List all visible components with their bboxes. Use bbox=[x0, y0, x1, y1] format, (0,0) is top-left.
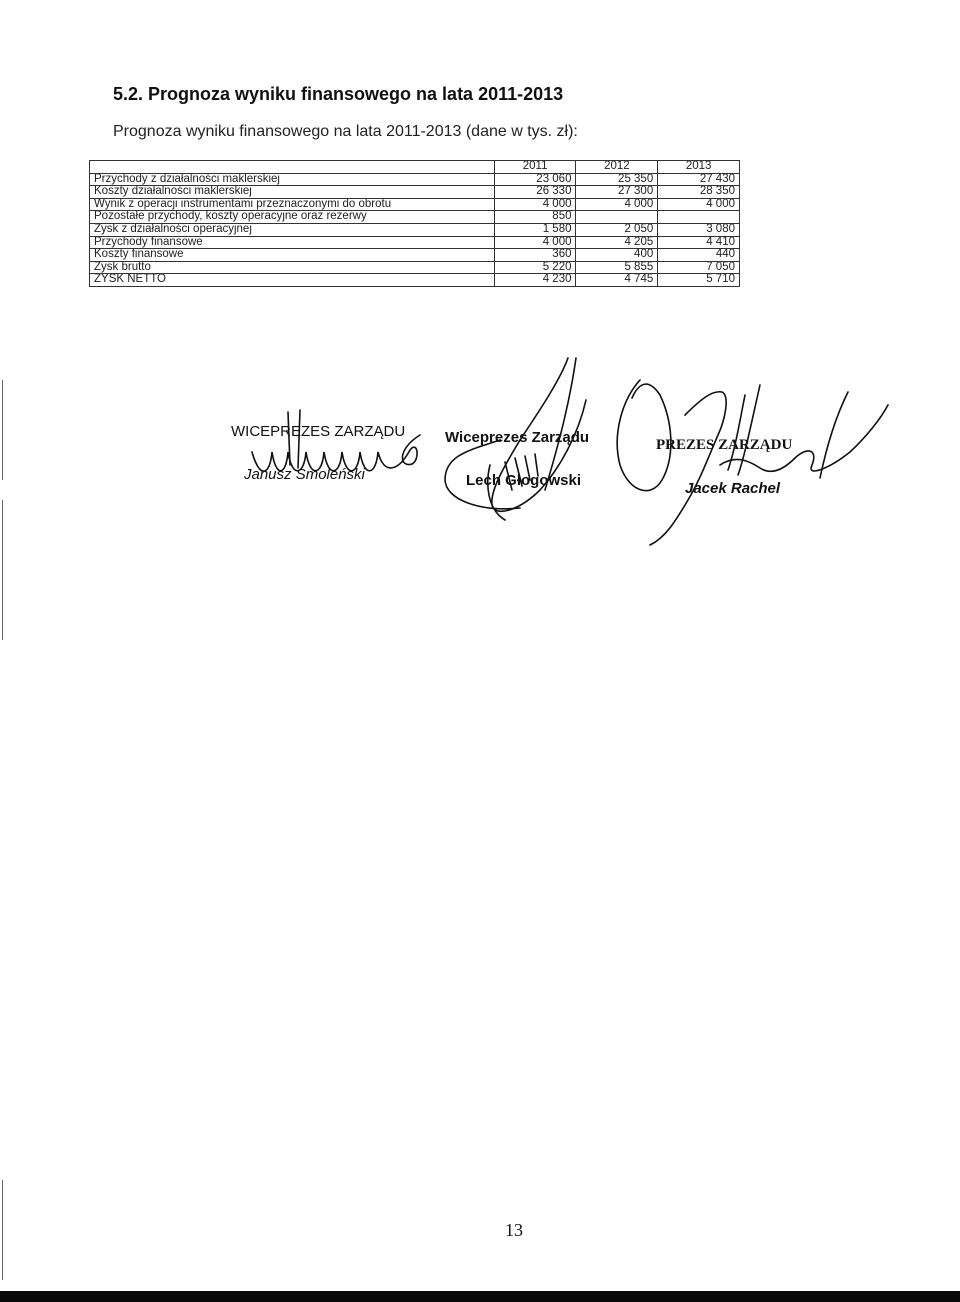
cell-2011: 850 bbox=[494, 211, 576, 224]
header-cell-2012: 2012 bbox=[576, 161, 658, 174]
cell-2011: 5 220 bbox=[494, 261, 576, 274]
row-label: Pozostałe przychody, koszty operacyjne oraz rezerwy bbox=[90, 211, 495, 224]
table-row bbox=[90, 261, 740, 274]
right-signatory-title: PREZES ZARZĄDU bbox=[656, 437, 793, 453]
cell-2013: 3 080 bbox=[658, 223, 740, 236]
cell-2012: 4 745 bbox=[576, 274, 658, 287]
table-header-row bbox=[90, 161, 740, 174]
cell-2013: 7 050 bbox=[658, 261, 740, 274]
cell-2012: 5 855 bbox=[576, 261, 658, 274]
section-heading: 5.2. Prognoza wyniku finansowego na lata 2011-2013 bbox=[113, 84, 564, 104]
middle-signatory-name: Lech Głogowski bbox=[466, 472, 582, 489]
cell-2013 bbox=[658, 211, 740, 224]
cell-2012: 4 000 bbox=[576, 198, 658, 211]
cell-2013: 4 000 bbox=[658, 198, 740, 211]
cell-2012: 4 205 bbox=[576, 236, 658, 249]
row-label: Wynik z operacji instrumentami przeznaczonymi do obrotu bbox=[90, 198, 495, 211]
cell-2013: 27 430 bbox=[658, 173, 740, 186]
table-row bbox=[90, 236, 740, 249]
cell-2013: 440 bbox=[658, 249, 740, 262]
right-signatory-name: Jacek Rachel bbox=[685, 480, 781, 497]
cell-2011: 4 230 bbox=[494, 274, 576, 287]
table-caption: Prognoza wyniku finansowego na lata 2011-2013 (dane w tys. zł): bbox=[113, 123, 578, 140]
row-label: Koszty finansowe bbox=[90, 249, 495, 262]
middle-signatory-title: Wiceprezes Zarządu bbox=[445, 429, 590, 446]
table-row bbox=[90, 211, 740, 224]
cell-2011: 4 000 bbox=[494, 236, 576, 249]
scan-margin-line bbox=[2, 380, 3, 480]
cell-2012: 25 350 bbox=[576, 173, 658, 186]
row-label: Przychody finansowe bbox=[90, 236, 495, 249]
cell-2013: 4 410 bbox=[658, 236, 740, 249]
left-signatory-name: Janusz Smoleński bbox=[244, 466, 365, 483]
cell-2011: 1 580 bbox=[494, 223, 576, 236]
row-label: Zysk brutto bbox=[90, 261, 495, 274]
cell-2011: 23 060 bbox=[494, 173, 576, 186]
signature-block bbox=[0, 340, 960, 580]
header-cell-2011: 2011 bbox=[494, 161, 576, 174]
cell-2012: 400 bbox=[576, 249, 658, 262]
cell-2012 bbox=[576, 211, 658, 224]
scan-margin-line bbox=[2, 1180, 3, 1280]
cell-2011: 360 bbox=[494, 249, 576, 262]
row-label: Koszty działalności maklerskiej bbox=[90, 186, 495, 199]
scan-footer-bar bbox=[0, 1291, 960, 1302]
table-row bbox=[90, 186, 740, 199]
table-row bbox=[90, 198, 740, 211]
row-label: Zysk z działalności operacyjnej bbox=[90, 223, 495, 236]
page-number: 13 bbox=[505, 1220, 523, 1240]
cell-2011: 26 330 bbox=[494, 186, 576, 199]
cell-2013: 28 350 bbox=[658, 186, 740, 199]
left-signatory-title: WICEPREZES ZARZĄDU bbox=[231, 423, 406, 440]
cell-2011: 4 000 bbox=[494, 198, 576, 211]
financial-forecast-table bbox=[89, 160, 740, 287]
table-row bbox=[90, 249, 740, 262]
table-row-total bbox=[90, 274, 740, 287]
row-label: ZYSK NETTO bbox=[90, 274, 495, 287]
cell-2013: 5 710 bbox=[658, 274, 740, 287]
scan-margin-line bbox=[2, 500, 3, 640]
header-cell-label bbox=[90, 161, 495, 174]
table-row bbox=[90, 173, 740, 186]
cell-2012: 2 050 bbox=[576, 223, 658, 236]
table-row bbox=[90, 223, 740, 236]
row-label: Przychody z działalności maklerskiej bbox=[90, 173, 495, 186]
handwritten-signatures bbox=[0, 340, 960, 580]
header-cell-2013: 2013 bbox=[658, 161, 740, 174]
cell-2012: 27 300 bbox=[576, 186, 658, 199]
